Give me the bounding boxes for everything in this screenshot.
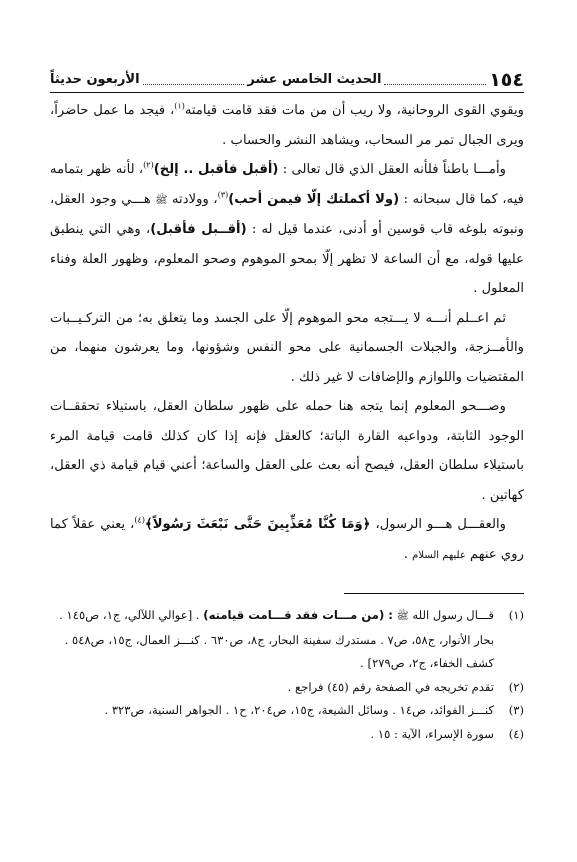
footnote (50, 723, 524, 747)
text-run: ، وولادته (171, 191, 218, 207)
footnote-number: (٤) (508, 726, 524, 741)
quoted-hadith: (أقبل فأقبل .. إلخ) (153, 162, 279, 177)
text-run: وصـــحو المعلوم إنما يتجه هنا حمله على ظهور سلطان العقل، باستيلاء تحققــات الوجود الثابتة، ودواعيه القارة الباتة؛ كالعقل فإنه إذا كان كذلك قامت قيامة المرء باستيلاء سلطان العقل، فيصح أنه بعث على العقل والساعة؛ أعني قيام قيامة ذي العقل، كهاتين . (50, 399, 524, 503)
footnote (50, 604, 524, 676)
quoted-hadith: (أقــبل فأقبل) (150, 222, 247, 237)
header-book-title: الأربعون حديثاً (49, 72, 140, 87)
text-run: هـــي وجود العقل، ونبوته بلوغه قاب قوسين أو أدنى، عندما قيل له : (50, 191, 524, 237)
paragraph (50, 304, 524, 393)
text-run: قـــال رسول الله (412, 608, 494, 622)
header-leader-dots (384, 83, 486, 85)
text-run: ، وهي التي ينطبق عليها قوله، مع أن الساعة لا تظهر إلّا بمحو الموهوم وصحو المعلوم، وظهور العلة وفناء المعلول . (50, 222, 524, 296)
page-number: ١٥٤ (489, 69, 524, 91)
paragraph (50, 155, 524, 304)
text-run: ، فيجد ما عمل حاضراً، ويرى الجبال تمر مر السحاب، ويشاهد النشر والحساب . (50, 103, 524, 148)
quoted-hadith: : (من مـــات فقد قـــامت قيامته) (203, 608, 393, 622)
footnote-number: (٢) (508, 679, 524, 694)
honorific-glyph: ﷺ (396, 611, 409, 622)
footnote-separator (344, 593, 524, 594)
text-run: تقدم تخريجه في الصفحة رقم (٤٥) فراجع . (287, 679, 494, 694)
footnote-ref[interactable]: (٢) (143, 160, 154, 170)
paragraph (50, 510, 524, 570)
quran-verse: ﴿وَمَا كُنَّا مُعَذِّبِينَ حَتَّى نَبْعَثَ رَسُولاً﴾ (144, 517, 371, 532)
honorific-glyph: عليهم السلام (412, 549, 466, 561)
main-text (50, 96, 524, 570)
footnote-number: (١) (508, 608, 524, 622)
footnote-number: (٣) (508, 703, 524, 717)
header-rule (50, 92, 524, 93)
text-run: والعقـــل هـــو الرسول، (375, 517, 506, 532)
paragraph (50, 96, 524, 155)
footnotes (50, 604, 524, 746)
footnote-ref[interactable]: (١) (174, 101, 185, 111)
running-header (49, 58, 524, 91)
honorific-glyph: ﷺ (155, 194, 168, 206)
text-run: كنـــز الفوائد، ص١٤ . وسائل الشيعة، ج١٥، ص٢٠٤، ح١ . الجواهر السنية، ص٣٢٣ . (104, 703, 494, 717)
text-run: ، يعني عقلاً كما روي عنهم (50, 517, 524, 562)
footnote (50, 699, 524, 723)
header-chapter-title: الحديث الخامس عشر (247, 72, 382, 87)
header-leader-dots (143, 83, 245, 85)
footnote (50, 676, 524, 700)
footnote-ref[interactable]: (٤) (134, 515, 145, 525)
text-run: وأمـــا باطناً فلأنه العقل الذي قال تعالى : (282, 162, 506, 177)
quoted-hadith: (ولا أكملتك إلّا فيمن أحب) (228, 191, 400, 207)
footnote-ref[interactable]: (٣) (217, 190, 229, 200)
paragraph (50, 392, 524, 510)
text-run: . [عوالي اللآلي، ج١، ص١٤٥ . بحار الأنوار، ج٥٨، ص٧ . مستدرك سفينة البحار، ج٨، ص٦٣٠ . كنـــز العمال، ج١٥، ص٥٤٨ . كشف الخفاء، ج٢، ص٢٧٩] . (59, 608, 494, 670)
text-run: ثم اعــلم أنـــه لا يـــتجه محو الموهوم إلّا على الجسد وما يتعلق به؛ من التركـيــبات والأمــزجة، والجبلات الجسمانية على محو النفس وشؤونها، وما يعرشون منهما، من المقتضيات واللوازم والإضافات لا غير ذلك . (50, 310, 524, 385)
text-run: ، لأنه ظهر بتمامه فيه، كما قال سبحانه : (50, 162, 524, 207)
text-run: سورة الإسراء، الآية : ١٥ . (370, 726, 494, 741)
text-run: ويقوي القوى الروحانية، ولا ريب أن من مات فقد قامت قيامته (184, 103, 524, 118)
text-run: . (403, 546, 408, 562)
